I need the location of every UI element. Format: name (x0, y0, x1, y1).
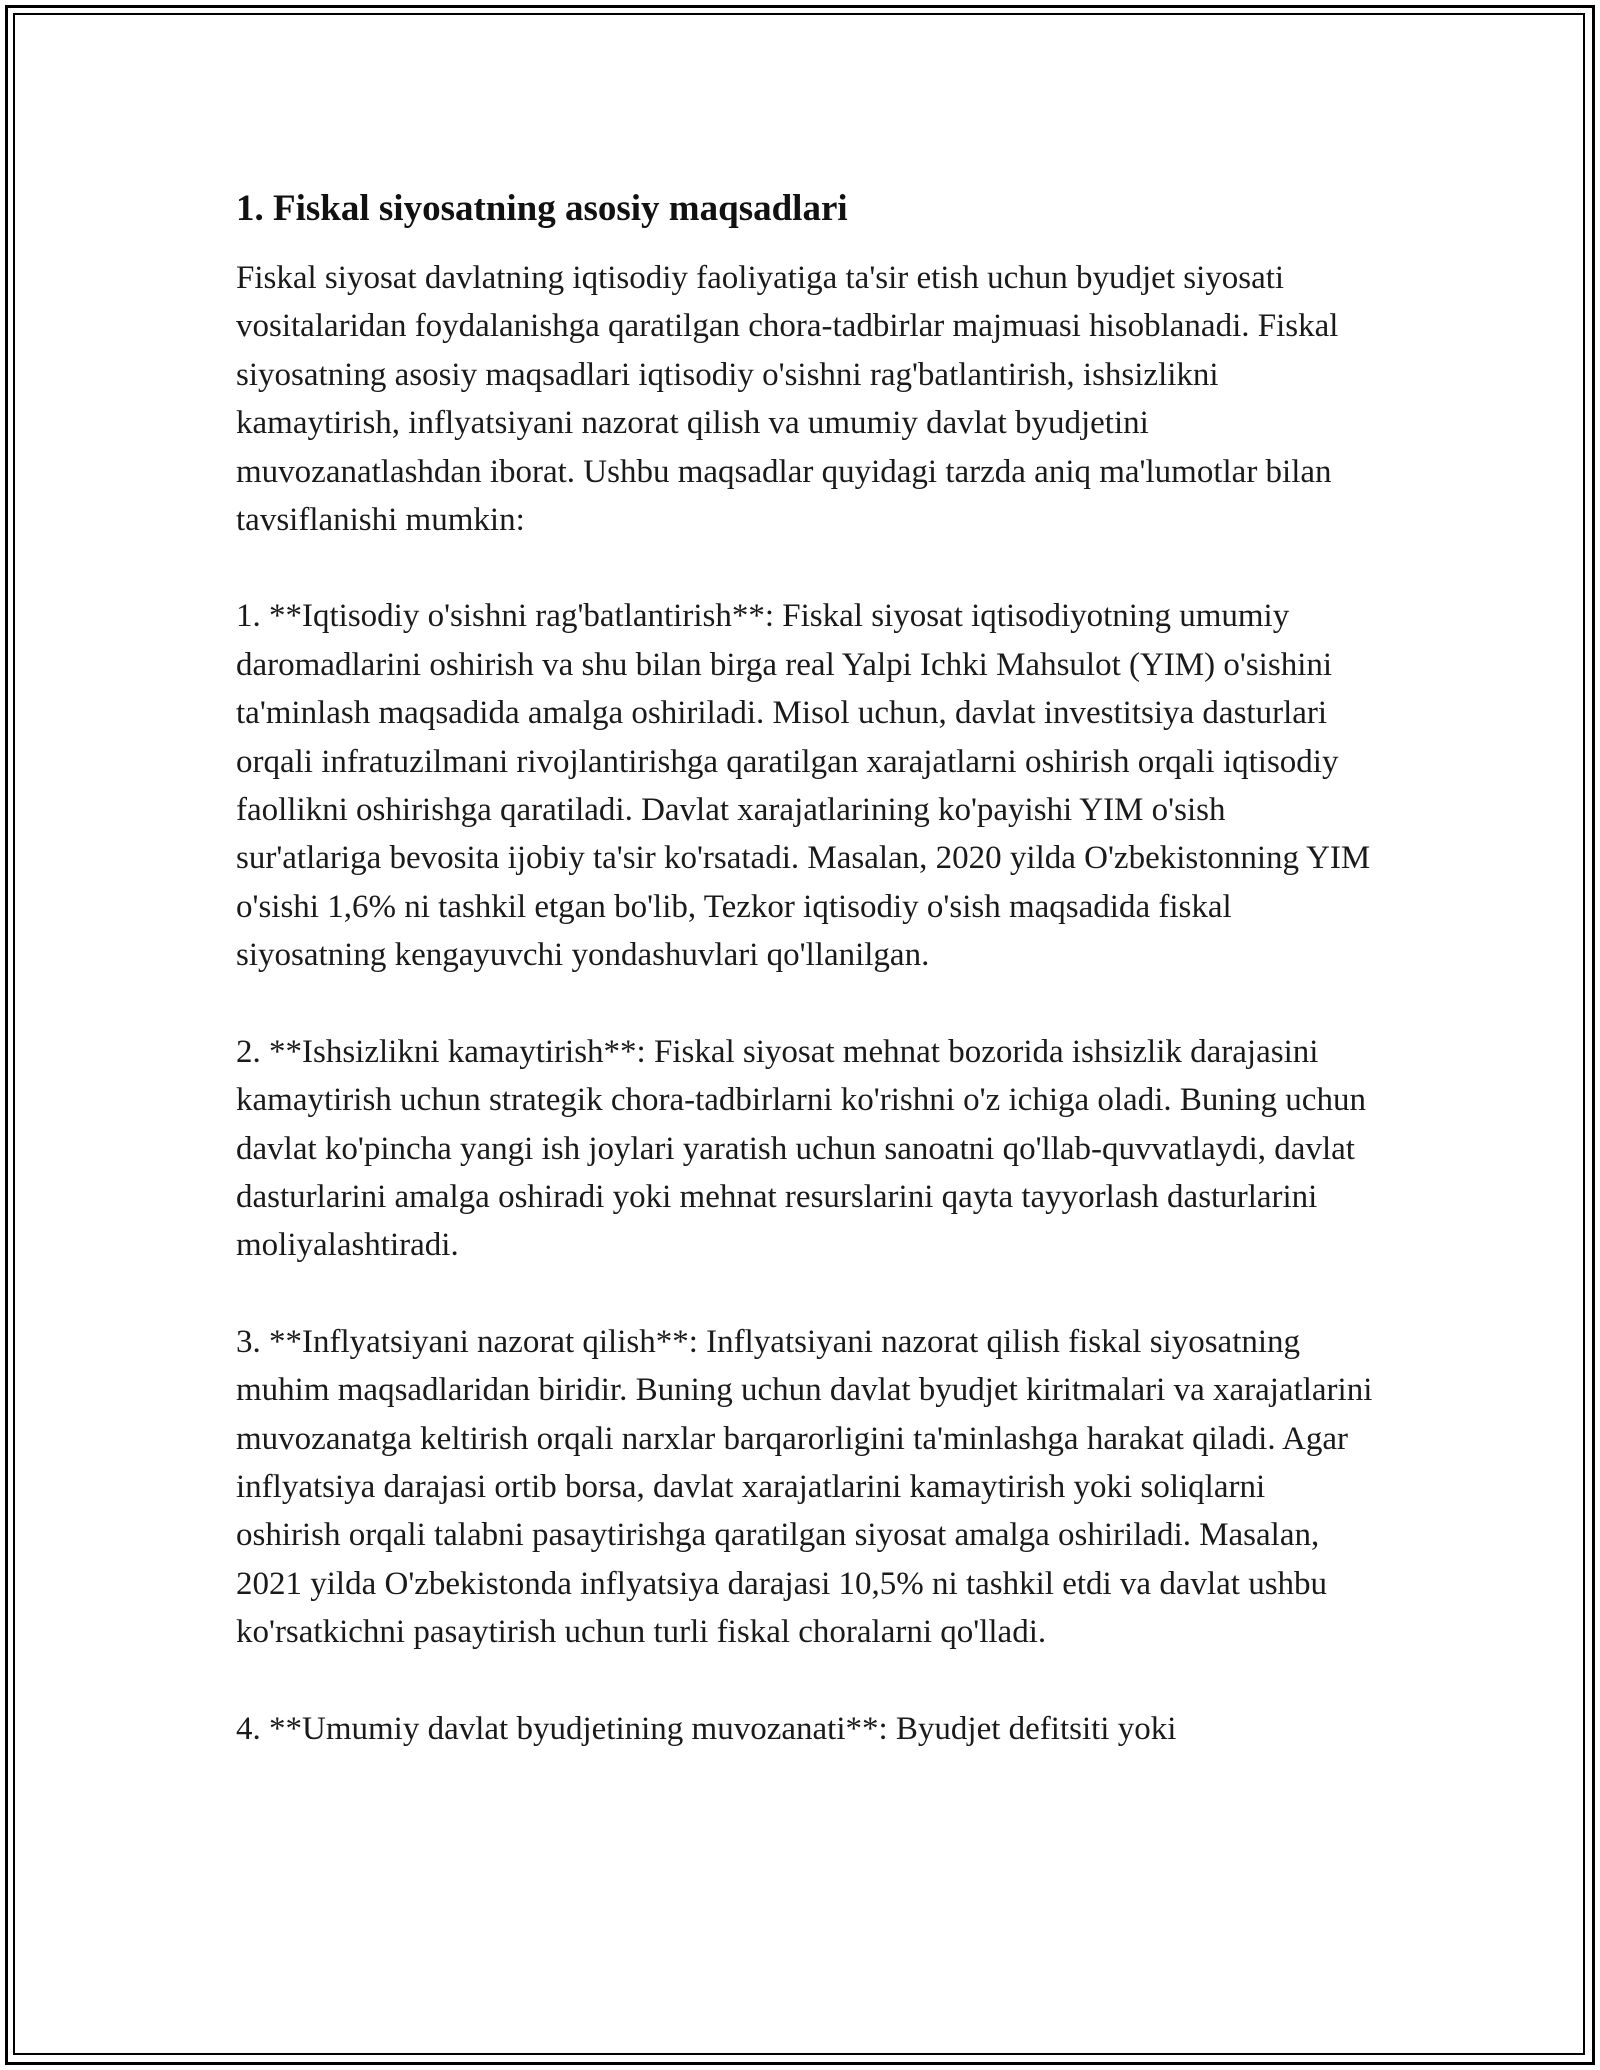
section-heading: 1. Fiskal siyosatning asosiy maqsadlari (236, 188, 848, 229)
document-body (236, 186, 1376, 1801)
paragraph-budget-balance: 4. **Umumiy davlat byudjetining muvozanati**: Byudjet defitsiti yoki (236, 1710, 1177, 1747)
intro-paragraph: Fiskal siyosat davlatning iqtisodiy faoliyatiga ta'sir etish uchun byudjet siyosati vositalaridan foydalanishga qaratilgan chora-tadbirlar majmuasi hisoblanadi. Fiskal siyosatning asosiy maqsadlari iqtisodiy o'sishni rag'batlantirish, ishsizlikni kamaytirish, inflyatsiyani nazorat qilish va umumiy davlat byudjetini muvozanatlashdan iborat. Ushbu maqsadlar quyidagi tarzda aniq ma'lumotlar bilan tavsiflanishi mumkin: (236, 260, 1339, 539)
paragraph-inflation: 3. **Inflyatsiyani nazorat qilish**: Inflyatsiyani nazorat qilish fiskal siyosatning muhim maqsadlaridan biridir. Buning uchun davlat byudjet kiritmalari va xarajatlarini muvozanatga keltirish orqali narxlar barqarorligini ta'minlashga harakat qiladi. Agar inflyatsiya darajasi ortib borsa, davlat xarajatlarini kamaytirish yoki soliqlarni oshirish orqali talabni pasaytirishga qaratilgan siyosat amalga oshiriladi. Masalan, 2021 yilda O'zbekistonda inflyatsiya darajasi 10,5% ni tashkil etdi va davlat ushbu ko'rsatkichni pasaytirish uchun turli fiskal choralarni qo'lladi. (236, 1323, 1373, 1651)
paragraph-economic-growth: 1. **Iqtisodiy o'sishni rag'batlantirish**: Fiskal siyosat iqtisodiyotning umumiy daromadlarini oshirish va shu bilan birga real Yalpi Ichki Mahsulot (YIM) o'sishini ta'minlash maqsadida amalga oshiriladi. Misol uchun, davlat investitsiya dasturlari orqali infratuzilmani rivojlantirishga qaratilgan xarajatlarni oshirish orqali iqtisodiy faollikni oshirishga qaratiladi. Davlat xarajatlarining ko'payishi YIM o'sish sur'atlariga bevosita ijobiy ta'sir ko'rsatadi. Masalan, 2020 yilda O'zbekistonning YIM o'sishi 1,6% ni tashkil etgan bo'lib, Tezkor iqtisodiy o'sish maqsadida fiskal siyosatning kengayuvchi yondashuvlari qo'llanilgan. (236, 598, 1371, 974)
paragraph-unemployment: 2. **Ishsizlikni kamaytirish**: Fiskal siyosat mehnat bozorida ishsizlik darajasini kamaytirish uchun strategik chora-tadbirlarni ko'rishni o'z ichiga oladi. Buning uchun davlat ko'pincha yangi ish joylari yaratish uchun sanoatni qo'llab-quvvatlaydi, davlat dasturlarini amalga oshiradi yoki mehnat resurslarini qayta tayyorlash dasturlarini moliyalashtiradi. (236, 1033, 1366, 1264)
